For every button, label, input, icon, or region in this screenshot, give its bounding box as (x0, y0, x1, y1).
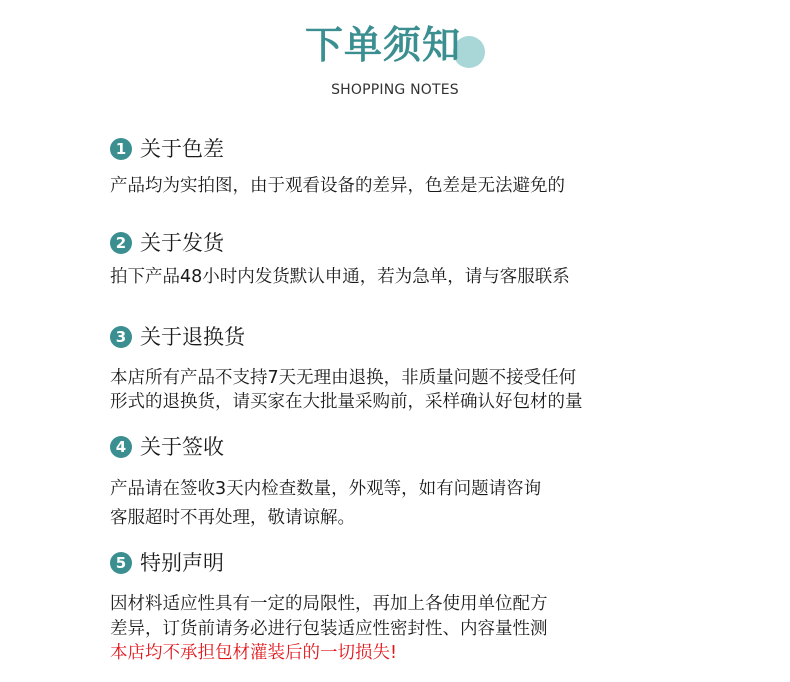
section-text-line: 拍下产品48小时内发货默认申通，若为急单，请与客服联系 (110, 267, 570, 287)
section-title: 关于签收 (140, 435, 224, 459)
title-block (305, 20, 485, 70)
page-subtitle: SHOPPING NOTES (331, 82, 459, 98)
warning-text: 本店均不承担包材灌装后的一切损失! (110, 643, 398, 663)
section-color-difference (110, 135, 224, 163)
section-title: 关于退换货 (140, 325, 245, 349)
section-text-line: 形式的退换货，请买家在大批量采购前，采样确认好包材的量 (110, 392, 583, 412)
section-text-line: 产品请在签收3天内检查数量，外观等，如有问题请咨询 (110, 479, 542, 499)
section-text-line: 因材料适应性具有一定的局限性，再加上各使用单位配方 (110, 594, 548, 614)
section-receipt (110, 433, 224, 461)
section-title: 特别声明 (140, 551, 224, 575)
section-text-line: 产品均为实拍图，由于观看设备的差异，色差是无法避免的 (110, 176, 565, 196)
section-text-line: 差异，订货前请务必进行包装适应性密封性、内容量性测 (110, 619, 548, 639)
number-badge-1: 1 (110, 138, 132, 160)
number-badge-2: 2 (110, 232, 132, 254)
page-title: 下单须知 (305, 23, 462, 67)
number-badge-4: 4 (110, 436, 132, 458)
number-badge-5: 5 (110, 552, 132, 574)
section-shipping (110, 229, 224, 257)
section-title: 关于发货 (140, 231, 224, 255)
section-text-line: 客服超时不再处理，敬请谅解。 (110, 508, 355, 528)
number-badge-3: 3 (110, 326, 132, 348)
section-returns (110, 323, 245, 351)
section-special-statement (110, 549, 224, 577)
section-text-line: 本店所有产品不支持7天无理由退换，非质量问题不接受任何 (110, 368, 577, 388)
section-title: 关于色差 (140, 137, 224, 161)
page-header (0, 0, 790, 110)
